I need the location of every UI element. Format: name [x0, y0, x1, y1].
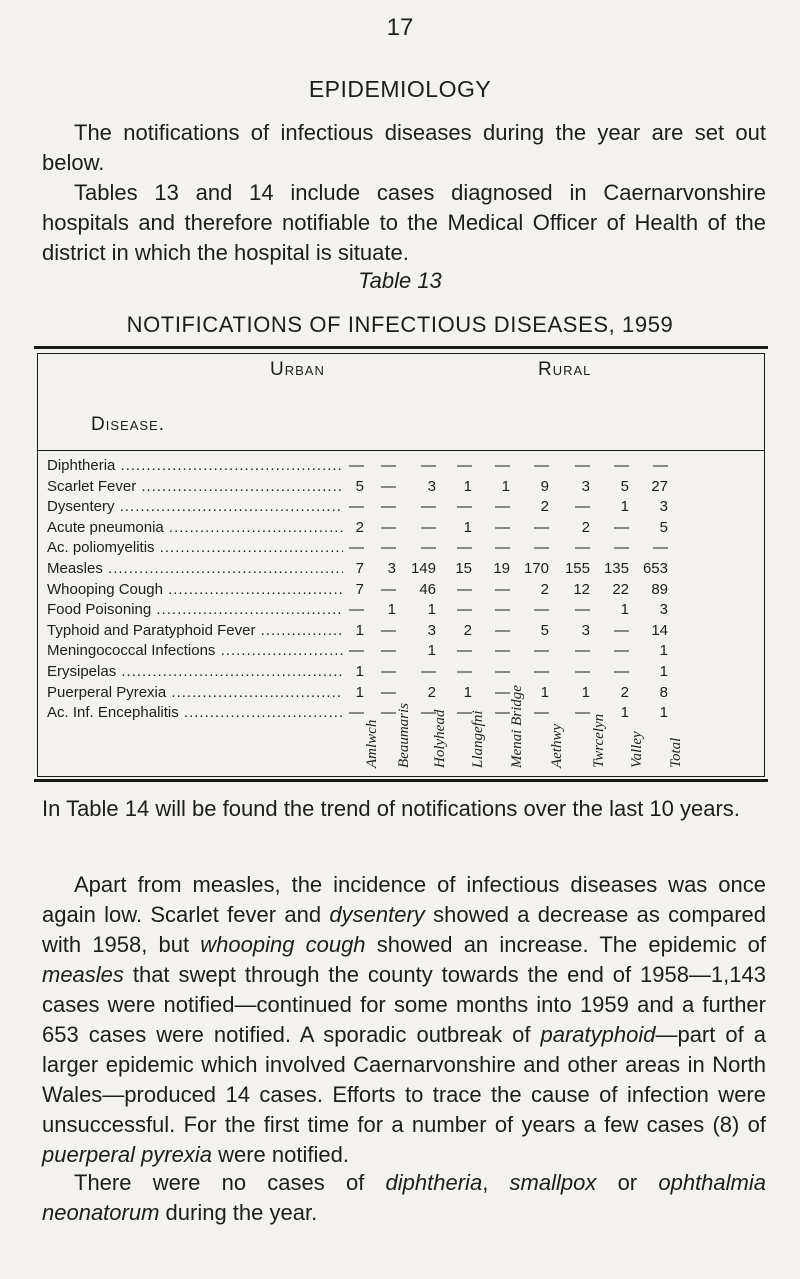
cell-aethwy: —: [534, 662, 549, 680]
cell-aethwy: 2: [540, 580, 549, 598]
cell-aethwy: —: [534, 642, 549, 660]
cell-menai-bridge: —: [495, 601, 510, 619]
cell-beaumaris: —: [381, 518, 396, 536]
cell-total: 1: [659, 704, 668, 722]
cell-holyhead: 3: [427, 621, 436, 639]
cell-holyhead: —: [421, 498, 436, 516]
cell-total: 3: [659, 601, 668, 619]
cell-holyhead: —: [421, 457, 436, 474]
cell-llangefni: —: [457, 457, 472, 474]
cell-beaumaris: —: [381, 704, 396, 722]
disease-name: Diphtheria .....: [47, 456, 343, 477]
cell-valley: —: [614, 457, 629, 474]
no-cases-paragraph: There were no cases of diphtheria, smallpox or ophthalmia neonatorum during the year.: [42, 1170, 766, 1225]
cell-aethwy: 9: [540, 477, 549, 495]
intro-paragraph-2: Tables 13 and 14 include cases diagnosed in Caernarvonshire hospitals and therefore notifiable to the Medical Officer of Health of the district in which the hospital is situate.: [42, 180, 766, 265]
table-row: [38, 621, 764, 642]
cell-twrcelyn: —: [575, 662, 590, 680]
cell-llangefni: —: [457, 704, 472, 722]
cell-total: 5: [659, 518, 668, 536]
cell-holyhead: 1: [427, 601, 436, 619]
cell-amlwch: 2: [355, 518, 364, 536]
cell-twrcelyn: —: [575, 642, 590, 660]
trend-paragraph: In Table 14 will be found the trend of notifications over the last 10 years.: [42, 796, 740, 821]
cell-total: 1: [659, 642, 668, 660]
cell-valley: —: [614, 621, 629, 639]
column-header-beaumaris: Beaumaris: [396, 703, 412, 768]
disease-name: Ac. poliomyelitis .....: [47, 538, 343, 559]
disease-name: Food Poisoning .....: [47, 600, 343, 621]
cell-total: —: [653, 457, 668, 474]
cell-twrcelyn: —: [575, 498, 590, 516]
cell-llangefni: 1: [463, 683, 472, 701]
disease-name: Puerperal Pyrexia .....: [47, 683, 343, 704]
column-header-holyhead: Holyhead: [432, 709, 448, 768]
table-row: [38, 497, 764, 518]
intro-paragraph-1: The notifications of infectious diseases during the year are set out below.: [42, 120, 766, 175]
cell-valley: 2: [620, 683, 629, 701]
cell-amlwch: —: [349, 457, 364, 474]
cell-amlwch: —: [349, 642, 364, 660]
cell-beaumaris: —: [381, 662, 396, 680]
column-header-aethwy: Aethwy: [549, 723, 565, 768]
cell-amlwch: 5: [355, 477, 364, 495]
cell-total: 8: [659, 683, 668, 701]
cell-beaumaris: —: [381, 683, 396, 701]
cell-amlwch: —: [349, 601, 364, 619]
cell-holyhead: 3: [427, 477, 436, 495]
cell-holyhead: —: [421, 704, 436, 722]
column-header-menai-bridge: Menai Bridge: [509, 685, 525, 768]
cell-total: 653: [642, 559, 668, 577]
cell-twrcelyn: 155: [564, 559, 590, 577]
cell-amlwch: 1: [355, 683, 364, 701]
cell-valley: 1: [620, 601, 629, 619]
section-heading: EPIDEMIOLOGY: [308, 76, 492, 102]
cell-menai-bridge: —: [495, 580, 510, 598]
cell-twrcelyn: 2: [581, 518, 590, 536]
cell-amlwch: 7: [355, 580, 364, 598]
column-header-llangefni: Llangefni: [470, 710, 486, 768]
cell-valley: —: [614, 662, 629, 680]
cell-aethwy: —: [534, 539, 549, 557]
notifications-table: [34, 346, 768, 782]
cell-holyhead: —: [421, 539, 436, 557]
cell-total: 3: [659, 498, 668, 516]
cell-twrcelyn: 12: [573, 580, 590, 598]
cell-aethwy: —: [534, 601, 549, 619]
table-frame: [37, 353, 765, 777]
cell-valley: —: [614, 539, 629, 557]
cell-menai-bridge: —: [495, 683, 510, 701]
cell-llangefni: —: [457, 539, 472, 557]
rural-group-header: Rural: [538, 359, 592, 380]
column-header-total: Total: [668, 737, 684, 768]
cell-aethwy: —: [534, 704, 549, 722]
cell-valley: 5: [620, 477, 629, 495]
cell-menai-bridge: —: [495, 498, 510, 516]
disease-name: Scarlet Fever .....: [47, 477, 343, 498]
cell-holyhead: 46: [419, 580, 436, 598]
disease-name: Meningococcal Infections .....: [47, 641, 343, 662]
table-row: [38, 641, 764, 662]
cell-menai-bridge: —: [495, 539, 510, 557]
cell-total: —: [653, 539, 668, 557]
cell-aethwy: 5: [540, 621, 549, 639]
cell-twrcelyn: —: [575, 539, 590, 557]
cell-llangefni: —: [457, 601, 472, 619]
cell-menai-bridge: 1: [501, 477, 510, 495]
disease-name: Acute pneumonia .....: [47, 518, 343, 539]
cell-amlwch: —: [349, 704, 364, 722]
disease-column-header: Disease.: [91, 414, 165, 435]
disease-name: Whooping Cough .....: [47, 580, 343, 601]
table-row: [38, 538, 764, 559]
cell-aethwy: 2: [540, 498, 549, 516]
cell-amlwch: —: [349, 498, 364, 516]
cell-twrcelyn: 3: [581, 477, 590, 495]
table-row: [38, 662, 764, 683]
cell-aethwy: 1: [540, 683, 549, 701]
cell-total: 27: [651, 477, 668, 495]
table-title: NOTIFICATIONS OF INFECTIOUS DISEASES, 1959: [126, 312, 674, 337]
cell-holyhead: —: [421, 662, 436, 680]
cell-menai-bridge: —: [495, 621, 510, 639]
table-label: Table 13: [358, 268, 442, 293]
cell-menai-bridge: —: [495, 518, 510, 536]
cell-llangefni: 15: [455, 559, 472, 577]
cell-amlwch: 7: [355, 559, 364, 577]
urban-group-header: Urban: [270, 359, 325, 380]
cell-llangefni: 1: [463, 477, 472, 495]
cell-beaumaris: —: [381, 498, 396, 516]
table-row: [38, 580, 764, 601]
table-row: [38, 559, 764, 580]
cell-llangefni: —: [457, 642, 472, 660]
table-row: [38, 683, 764, 704]
cell-beaumaris: —: [381, 539, 396, 557]
table-body: [38, 456, 764, 724]
cell-aethwy: 170: [523, 559, 549, 577]
cell-menai-bridge: —: [495, 457, 510, 474]
cell-valley: 1: [620, 704, 629, 722]
cell-amlwch: —: [349, 539, 364, 557]
cell-valley: 22: [612, 580, 629, 598]
table-row: [38, 477, 764, 498]
cell-twrcelyn: —: [575, 704, 590, 722]
cell-valley: —: [614, 642, 629, 660]
cell-llangefni: 2: [463, 621, 472, 639]
cell-twrcelyn: —: [575, 601, 590, 619]
table-row: [38, 703, 764, 724]
cell-amlwch: 1: [355, 621, 364, 639]
cell-llangefni: 1: [463, 518, 472, 536]
cell-menai-bridge: 19: [493, 559, 510, 577]
cell-holyhead: 149: [410, 559, 436, 577]
table-row: [38, 600, 764, 621]
column-header-twrcelyn: Twrcelyn: [591, 713, 607, 768]
cell-aethwy: —: [534, 518, 549, 536]
cell-holyhead: 1: [427, 642, 436, 660]
disease-name: Measles .....: [47, 559, 343, 580]
cell-valley: 1: [620, 498, 629, 516]
table-row: [38, 518, 764, 539]
disease-name: Dysentery .....: [47, 497, 343, 518]
disease-name: Typhoid and Paratyphoid Fever .....: [47, 621, 343, 642]
header-divider: [38, 450, 764, 451]
cell-aethwy: —: [534, 457, 549, 474]
disease-name: Ac. Inf. Encephalitis .....: [47, 703, 343, 724]
cell-total: 14: [651, 621, 668, 639]
cell-menai-bridge: —: [495, 662, 510, 680]
cell-llangefni: —: [457, 580, 472, 598]
cell-twrcelyn: —: [575, 457, 590, 474]
cell-twrcelyn: 1: [581, 683, 590, 701]
disease-name: Erysipelas .....: [47, 662, 343, 683]
cell-llangefni: —: [457, 662, 472, 680]
cell-valley: —: [614, 518, 629, 536]
column-header-amlwch: Amlwch: [364, 719, 380, 768]
cell-beaumaris: —: [381, 621, 396, 639]
cell-beaumaris: —: [381, 457, 396, 474]
cell-total: 89: [651, 580, 668, 598]
table-row: [38, 456, 764, 477]
column-header-valley: Valley: [629, 731, 645, 768]
cell-beaumaris: 3: [387, 559, 396, 577]
cell-beaumaris: 1: [387, 601, 396, 619]
cell-holyhead: —: [421, 518, 436, 536]
discussion-paragraph: Apart from measles, the incidence of infectious diseases was once again low. Scarlet fever and dysentery showed a decrease as compared with 1958, but whooping cough showed an increase. The epidemic of measles that swept through the county towards the end of 1958—1,143 cases were notified—continued for some months into 1959 and a further 653 cases were notified. A sporadic outbreak of paratyphoid—part of a larger epidemic which involved Caernarvonshire and other areas in North Wales—produced 14 cases. Efforts to trace the cause of infection were unsuccessful. For the first time for a number of years a few cases (8) of puerperal pyrexia were notified.: [42, 872, 766, 1167]
cell-beaumaris: —: [381, 642, 396, 660]
cell-valley: 135: [603, 559, 629, 577]
cell-holyhead: 2: [427, 683, 436, 701]
cell-beaumaris: —: [381, 580, 396, 598]
cell-menai-bridge: —: [495, 642, 510, 660]
cell-amlwch: 1: [355, 662, 364, 680]
cell-beaumaris: —: [381, 477, 396, 495]
cell-total: 1: [659, 662, 668, 680]
cell-menai-bridge: —: [495, 704, 510, 722]
cell-twrcelyn: 3: [581, 621, 590, 639]
page-number: 17: [386, 14, 414, 41]
cell-llangefni: —: [457, 498, 472, 516]
